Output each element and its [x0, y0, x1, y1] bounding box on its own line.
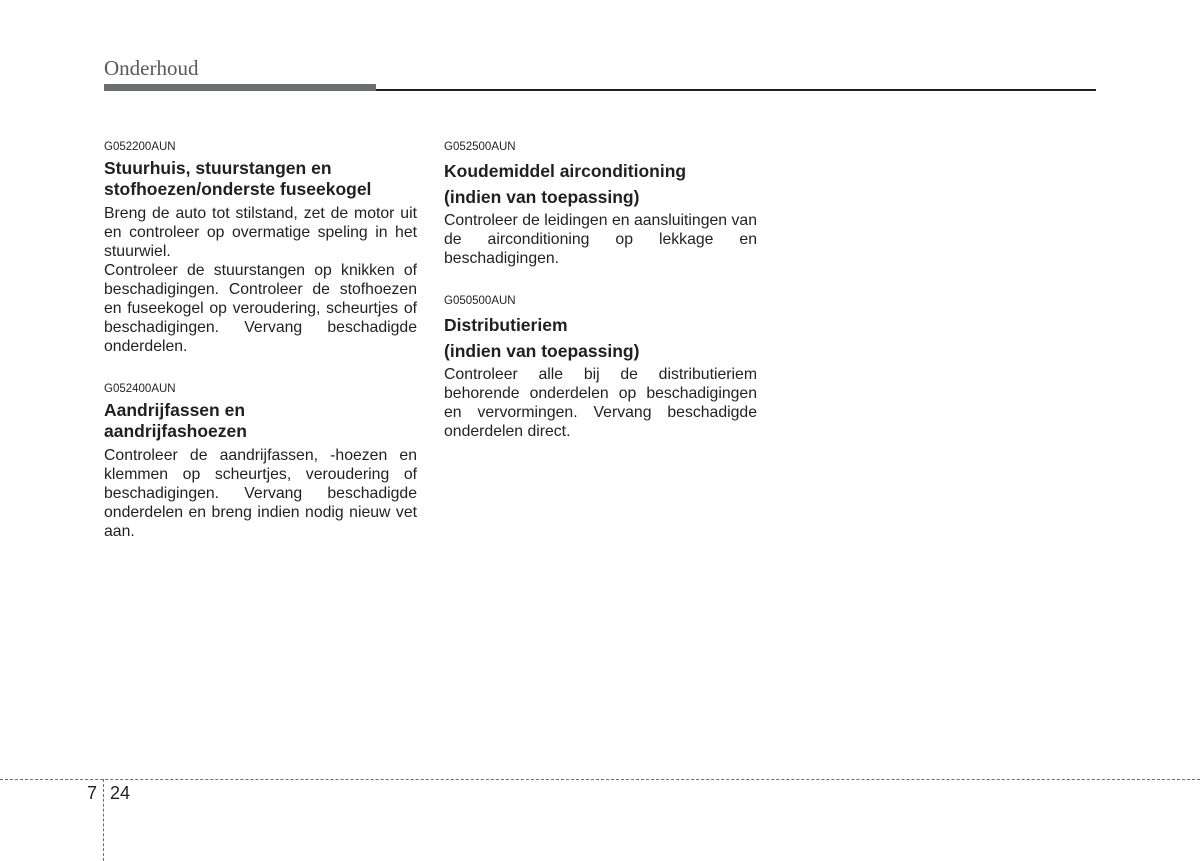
section-code: G052200AUN — [104, 141, 176, 153]
section-heading — [104, 400, 417, 441]
section-refrigerant — [444, 140, 757, 268]
paragraph: Controleer de stuurstangen op knikken of beschadigingen. Controleer de stofhoezen en fuseekogel op veroudering, scheurtjes of beschadigingen. Vervang beschadigde onderdelen. — [104, 262, 417, 355]
heading-line: (indien van toepassing) — [444, 341, 640, 361]
section-code: G050500AUN — [444, 295, 516, 307]
paragraph: Controleer de aandrijfassen, -hoezen en klemmen op scheurtjes, veroudering of beschadigingen. Vervang beschadigde onderdelen en breng indien nodig nieuw vet aan. — [104, 447, 417, 540]
paragraph: Controleer de leidingen en aansluitingen van de airconditioning op lekkage en beschadigingen. — [444, 212, 757, 267]
section-title: Onderhoud — [104, 56, 199, 80]
section-heading — [444, 158, 757, 210]
paragraph: Controleer alle bij de distributieriem behorende onderdelen op beschadigingen en vervormingen. Vervang beschadigde onderdelen direct. — [444, 366, 757, 440]
section-driveshafts — [104, 382, 417, 541]
heading-line: (indien van toepassing) — [444, 187, 640, 207]
right-column — [444, 140, 757, 441]
heading-line: Stuurhuis, stuurstangen en — [104, 158, 332, 178]
footer-divider — [103, 779, 104, 861]
heading-line: aandrijfashoezen — [104, 420, 247, 441]
footer-rule — [0, 779, 1200, 780]
paragraph: Breng de auto tot stilstand, zet de motor uit en controleer op overmatige speling in het stuurwiel. — [104, 205, 417, 260]
header-rule-accent — [104, 84, 376, 91]
section-code: G052500AUN — [444, 141, 516, 153]
left-column — [104, 140, 417, 541]
section-heading — [444, 312, 757, 364]
heading-line: Koudemiddel airconditioning — [444, 161, 687, 181]
heading-line: Distributieriem — [444, 315, 568, 335]
section-timing-belt — [444, 294, 757, 441]
chapter-number: 7 — [87, 783, 98, 803]
section-heading — [104, 158, 417, 199]
heading-line: stofhoezen/onderste fuseekogel — [104, 178, 372, 199]
heading-line: Aandrijfassen en — [104, 400, 246, 420]
section-steering — [104, 140, 417, 356]
section-code: G052400AUN — [104, 383, 176, 395]
page-number: 24 — [110, 783, 131, 803]
